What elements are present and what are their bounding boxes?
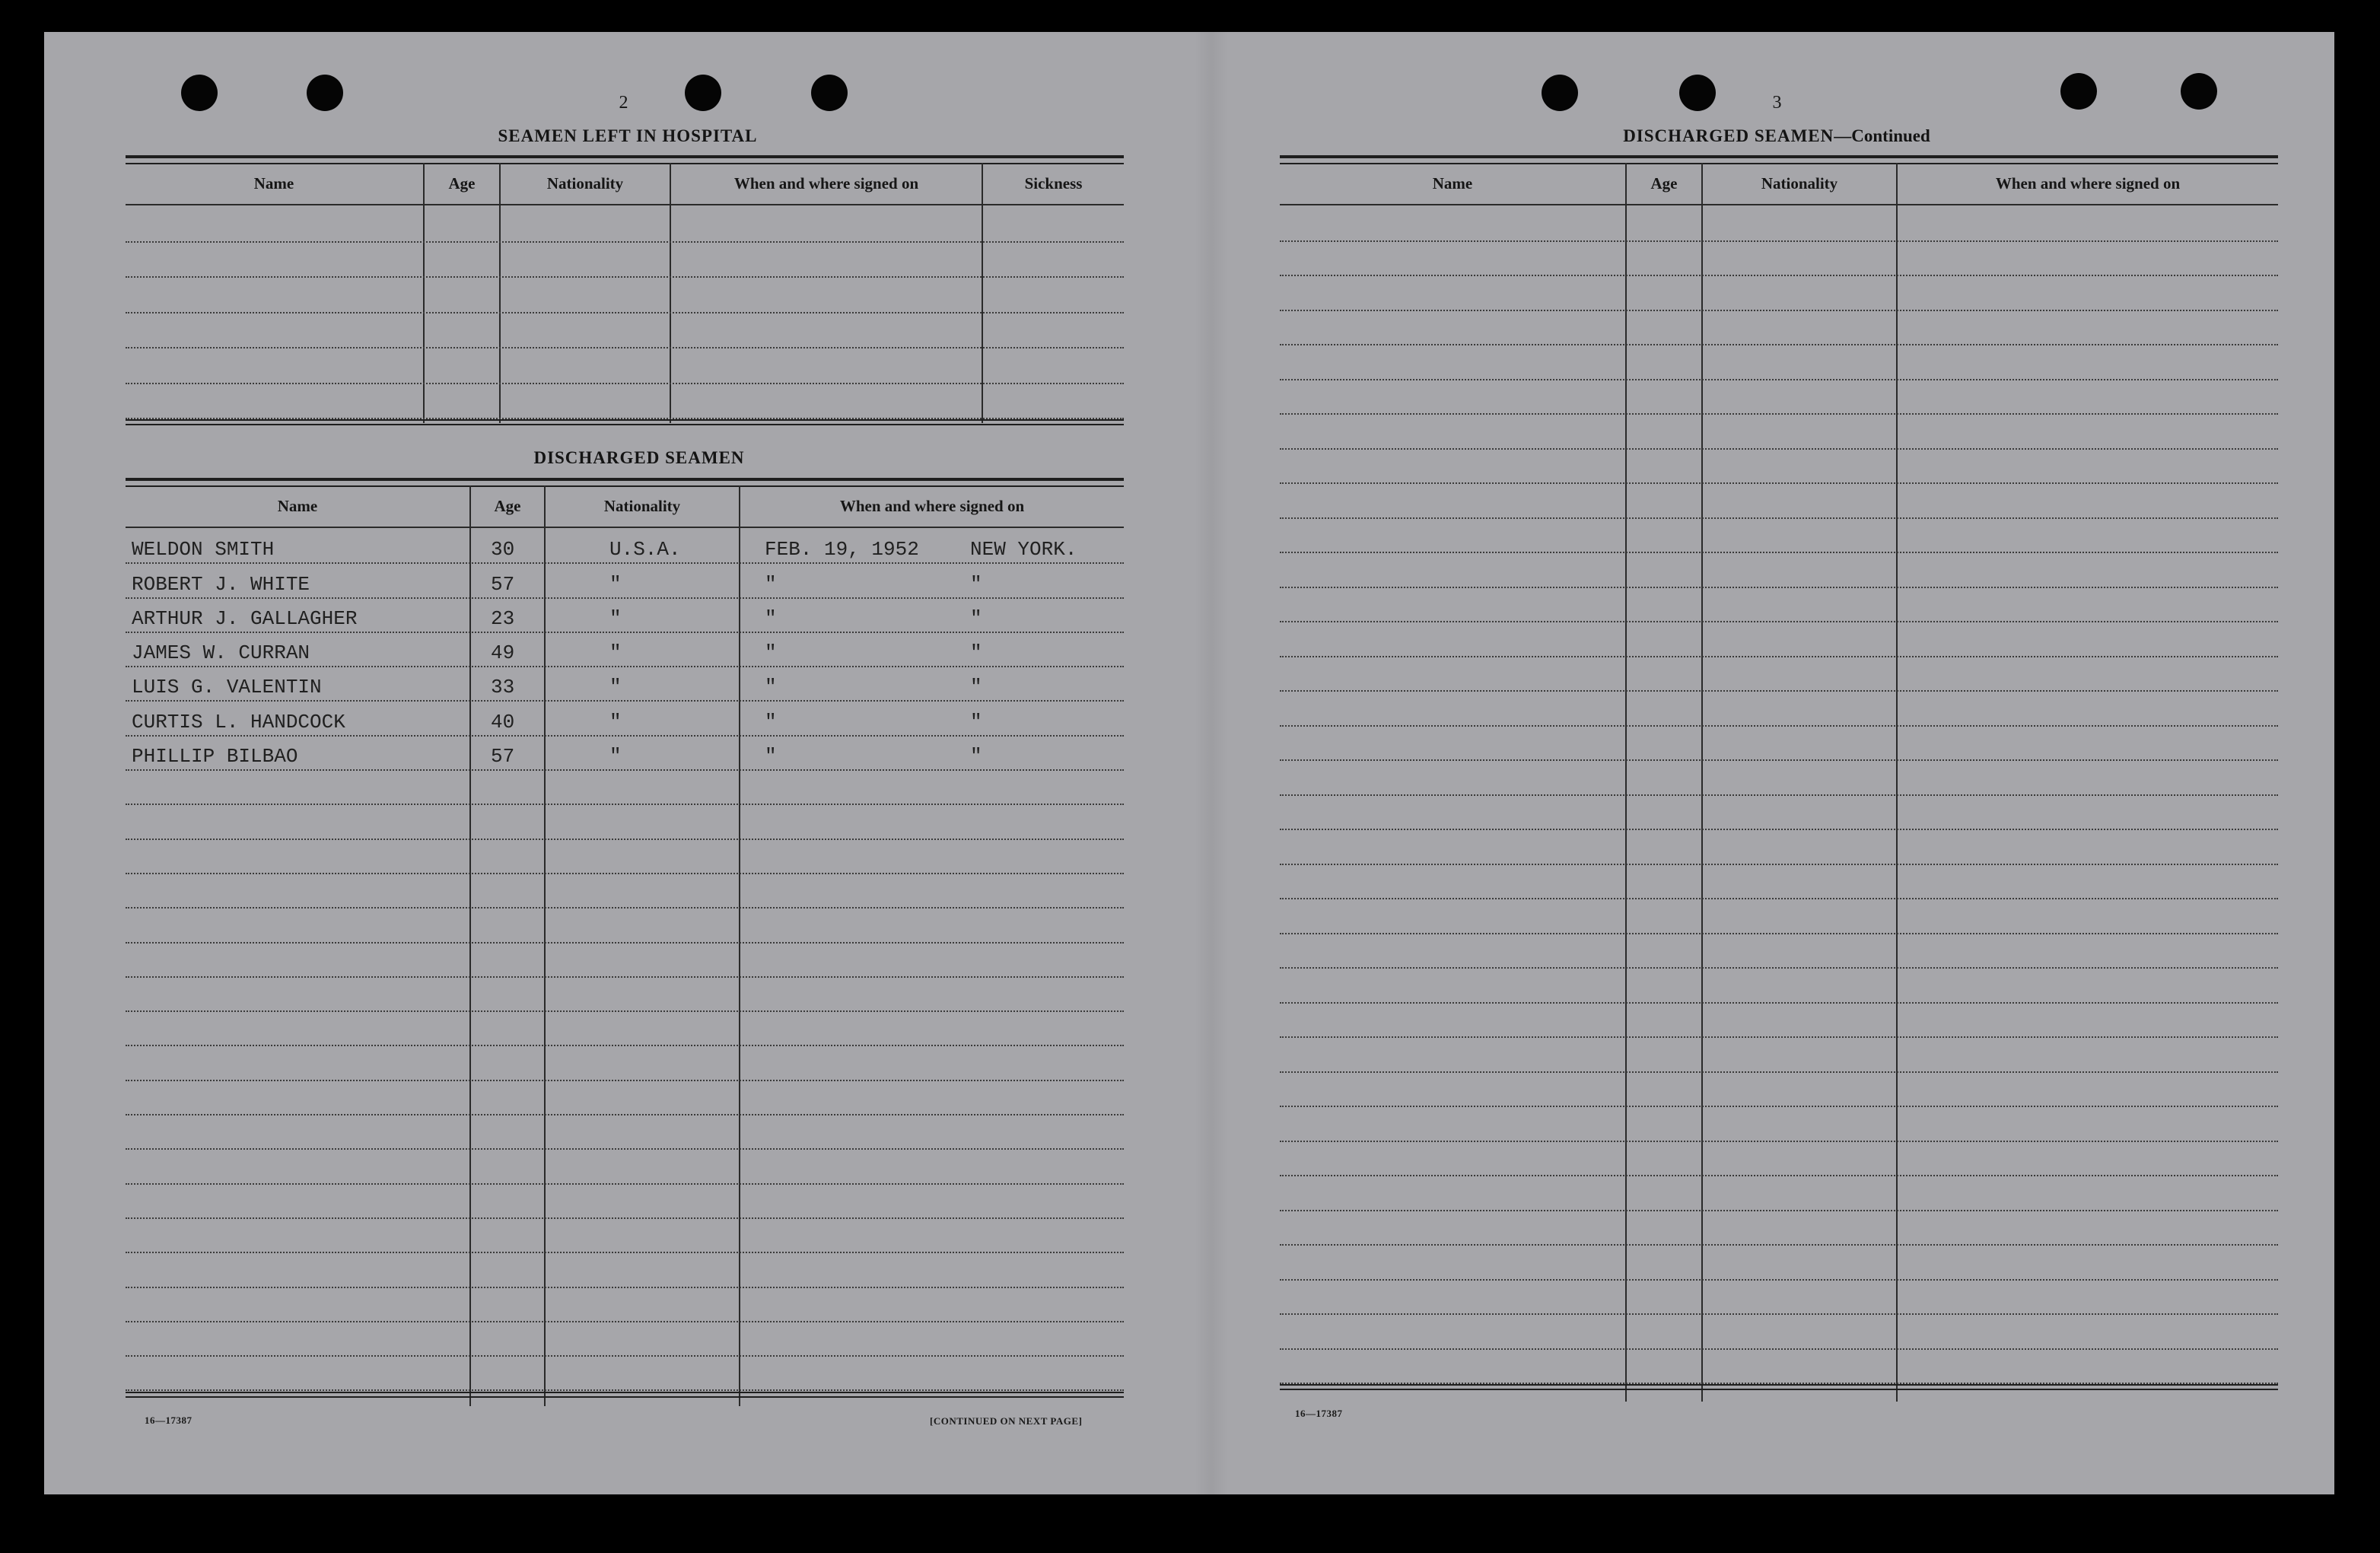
punch-hole-icon	[1679, 75, 1716, 111]
table-row	[1280, 1175, 2278, 1211]
table-bottom-rule	[1280, 1384, 2278, 1390]
table-row	[126, 241, 1124, 278]
seaman-name: CURTIS L. HANDCOCK	[132, 710, 345, 734]
right-form-number: 16—17387	[1295, 1408, 1343, 1419]
table-row	[1280, 1071, 2278, 1108]
seaman-age: 57	[491, 572, 515, 596]
seaman-age: 23	[491, 606, 515, 630]
right-page-number: 3	[1772, 93, 1783, 113]
table-header	[126, 485, 1124, 528]
table-row	[126, 1045, 1124, 1081]
table-row	[126, 1252, 1124, 1287]
discharged-table	[126, 478, 1124, 1408]
signed-on-date: "	[765, 676, 777, 699]
punch-hole-icon	[811, 75, 848, 111]
col-header-age: Age	[494, 497, 521, 515]
table-row	[1280, 829, 2278, 865]
seaman-name: WELDON SMITH	[132, 538, 275, 562]
table-row	[126, 839, 1124, 874]
seaman-name: ARTHUR J. GALLAGHER	[132, 606, 358, 630]
table-row	[126, 701, 1124, 737]
table-row	[1280, 587, 2278, 623]
table-row	[126, 1080, 1124, 1115]
seaman-nationality: "	[609, 572, 622, 596]
table-bottom-rule	[126, 419, 1124, 425]
table-row	[126, 347, 1124, 384]
table-row	[126, 1148, 1124, 1184]
table-row	[1280, 275, 2278, 311]
table-row	[1280, 310, 2278, 346]
table-row	[1280, 517, 2278, 554]
signed-on-place: "	[970, 676, 982, 699]
signed-on-place: "	[970, 745, 982, 769]
punch-hole-icon	[1542, 75, 1578, 111]
table-row	[126, 205, 1124, 243]
table-row	[1280, 240, 2278, 277]
table-row	[1280, 1210, 2278, 1246]
signed-on-date: "	[765, 606, 777, 630]
table-row	[1280, 1313, 2278, 1350]
table-row	[126, 1183, 1124, 1219]
seaman-age: 33	[491, 676, 515, 699]
punch-hole-icon	[685, 75, 721, 111]
table-row	[1280, 1348, 2278, 1385]
seaman-name: JAMES W. CURRAN	[132, 641, 310, 665]
col-header-age: Age	[1650, 174, 1678, 193]
table-row	[126, 1355, 1124, 1391]
discharged-continued-table	[1280, 155, 2278, 1403]
col-header-signed-on: When and where signed on	[839, 497, 1025, 515]
right-section-title	[1529, 126, 2024, 146]
hospital-table	[126, 155, 1124, 426]
seaman-name: ROBERT J. WHITE	[132, 572, 310, 596]
table-row	[1280, 1106, 2278, 1142]
table-row	[1280, 1141, 2278, 1177]
table-row	[1280, 621, 2278, 657]
table-row	[126, 804, 1124, 839]
col-header-nationality: Nationality	[603, 497, 681, 515]
seaman-nationality: U.S.A.	[609, 538, 681, 562]
table-row	[126, 383, 1124, 420]
seaman-name: PHILLIP BILBAO	[132, 745, 298, 769]
table-row	[126, 1114, 1124, 1150]
page-fold	[1195, 32, 1228, 1494]
left-form-number: 16—17387	[145, 1415, 192, 1426]
right-title-main: DISCHARGED SEAMEN	[1623, 126, 1834, 145]
table-row	[1280, 759, 2278, 796]
table-row	[1280, 933, 2278, 969]
seaman-nationality: "	[609, 641, 622, 665]
hospital-section-title: SEAMEN LEFT IN HOSPITAL	[498, 126, 758, 145]
right-title-suffix: —Continued	[1834, 126, 1930, 145]
signed-on-date: "	[765, 745, 777, 769]
seaman-nationality: "	[609, 710, 622, 734]
table-row	[1280, 379, 2278, 415]
seaman-age: 40	[491, 710, 515, 734]
table-row	[1280, 898, 2278, 934]
signed-on-place: "	[970, 572, 982, 596]
col-header-sickness: Sickness	[1024, 174, 1083, 193]
table-row	[126, 1287, 1124, 1322]
table-row	[126, 1217, 1124, 1253]
table-row	[126, 907, 1124, 943]
table-row	[126, 312, 1124, 349]
signed-on-date: FEB. 19, 1952	[765, 538, 919, 562]
table-row	[126, 597, 1124, 633]
table-row	[126, 1010, 1124, 1046]
signed-on-place: "	[970, 641, 982, 665]
seaman-name: LUIS G. VALENTIN	[132, 676, 322, 699]
table-row	[126, 873, 1124, 909]
col-header-nationality: Nationality	[546, 174, 624, 193]
table-row	[126, 769, 1124, 805]
punch-hole-icon	[2181, 73, 2217, 110]
signed-on-place: NEW YORK.	[970, 538, 1077, 562]
punch-hole-icon	[181, 75, 218, 111]
col-header-signed-on: When and where signed on	[1995, 174, 2181, 193]
table-row	[126, 976, 1124, 1012]
table-row	[1280, 205, 2278, 242]
table-row	[1280, 482, 2278, 519]
table-row	[1280, 690, 2278, 727]
signed-on-date: "	[765, 710, 777, 734]
table-header	[1280, 163, 2278, 205]
table-row	[1280, 967, 2278, 1004]
table-row	[126, 735, 1124, 771]
punch-hole-icon	[2060, 73, 2097, 110]
table-row	[1280, 864, 2278, 900]
seaman-nationality: "	[609, 606, 622, 630]
table-row	[1280, 1002, 2278, 1039]
col-header-name: Name	[253, 174, 294, 193]
table-row	[1280, 1036, 2278, 1073]
table-row	[126, 632, 1124, 667]
col-header-age: Age	[448, 174, 476, 193]
table-row	[1280, 344, 2278, 380]
table-row	[126, 666, 1124, 702]
table-row	[1280, 1244, 2278, 1281]
table-row	[126, 942, 1124, 978]
signed-on-place: "	[970, 710, 982, 734]
table-row	[1280, 725, 2278, 762]
left-page-number: 2	[619, 93, 629, 113]
seaman-nationality: "	[609, 676, 622, 699]
continued-note: [CONTINUED ON NEXT PAGE]	[930, 1415, 1083, 1427]
table-header	[126, 163, 1124, 205]
table-row	[1280, 413, 2278, 450]
punch-hole-icon	[307, 75, 343, 111]
table-row	[1280, 656, 2278, 692]
col-header-name: Name	[1432, 174, 1473, 193]
discharged-section-title: DISCHARGED SEAMEN	[533, 448, 745, 467]
signed-on-place: "	[970, 606, 982, 630]
table-row	[126, 1321, 1124, 1357]
table-row	[126, 562, 1124, 598]
signed-on-date: "	[765, 572, 777, 596]
seaman-age: 57	[491, 745, 515, 769]
col-header-signed-on: When and where signed on	[733, 174, 919, 193]
table-bottom-rule	[126, 1392, 1124, 1398]
seaman-nationality: "	[609, 745, 622, 769]
col-header-name: Name	[277, 497, 318, 515]
seaman-age: 49	[491, 641, 515, 665]
table-row	[1280, 1279, 2278, 1316]
table-row	[126, 528, 1124, 564]
table-row	[1280, 794, 2278, 831]
col-header-nationality: Nationality	[1761, 174, 1838, 193]
table-row	[1280, 448, 2278, 485]
signed-on-date: "	[765, 641, 777, 665]
table-row	[1280, 552, 2278, 588]
table-row	[126, 276, 1124, 313]
seaman-age: 30	[491, 538, 515, 562]
